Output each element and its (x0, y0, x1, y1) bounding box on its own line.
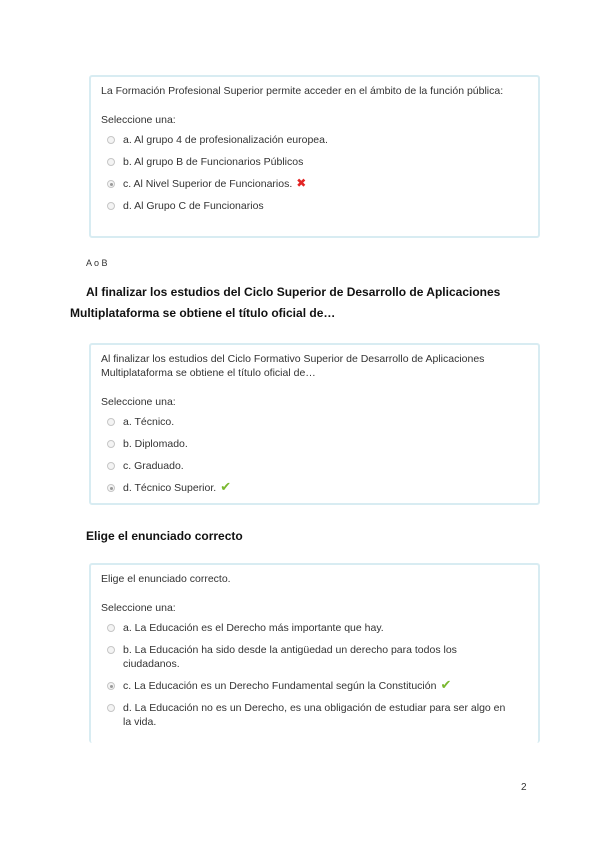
question-1-select-label: Seleccione una: (101, 114, 176, 126)
option-3d[interactable] (101, 701, 528, 729)
radio-unchecked-icon[interactable] (107, 646, 115, 654)
radio-unchecked-icon[interactable] (107, 202, 115, 210)
section-heading-3: Elige el enunciado correcto (86, 529, 243, 543)
question-2-text: Al finalizar los estudios del Ciclo Formativo Superior de Desarrollo de Aplicaciones Multiplataforma se obtiene el título oficial de… (101, 353, 485, 379)
option-label: a. La Educación es el Derecho más importante que hay. (123, 622, 384, 634)
radio-unchecked-icon[interactable] (107, 418, 115, 426)
radio-unchecked-icon[interactable] (107, 704, 115, 712)
radio-unchecked-icon[interactable] (107, 158, 115, 166)
radio-unchecked-icon[interactable] (107, 440, 115, 448)
section-heading-2-line2: Multiplataforma se obtiene el título oficial de… (70, 306, 336, 320)
wrong-answer-icon: ✖ (296, 176, 307, 190)
quiz-question-2 (89, 343, 540, 505)
option-2c[interactable] (101, 459, 528, 473)
option-label: c. Al Nivel Superior de Funcionarios. ✖ (123, 176, 307, 190)
section-heading-2-line1: Al finalizar los estudios del Ciclo Superior de Desarrollo de Aplicaciones (86, 285, 501, 299)
option-label: d. Al Grupo C de Funcionarios (123, 200, 264, 212)
option-label: a. Al grupo 4 de profesionalización europea. (123, 134, 328, 146)
question-1-text: La Formación Profesional Superior permite acceder en el ámbito de la función pública: (101, 85, 504, 97)
option-label: b. Diplomado. (123, 438, 188, 450)
option-2b[interactable] (101, 437, 528, 451)
quiz-question-3 (89, 563, 540, 743)
radio-unchecked-icon[interactable] (107, 136, 115, 144)
option-1d[interactable] (101, 199, 528, 213)
correct-answer-icon: ✔ (220, 479, 232, 494)
radio-unchecked-icon[interactable] (107, 624, 115, 632)
option-1a[interactable] (101, 133, 528, 147)
question-2-options (101, 415, 528, 495)
question-2-select-label: Seleccione una: (101, 396, 176, 408)
option-3b[interactable] (101, 643, 528, 671)
question-1-options (101, 133, 528, 213)
option-3c[interactable] (101, 679, 528, 693)
quiz-question-1 (89, 75, 540, 238)
radio-checked-icon[interactable] (107, 682, 115, 690)
radio-unchecked-icon[interactable] (107, 462, 115, 470)
radio-checked-icon[interactable] (107, 180, 115, 188)
question-3-options (101, 621, 528, 729)
page-number: 2 (521, 782, 527, 793)
option-label: c. Graduado. (123, 460, 184, 472)
option-label: a. Técnico. (123, 416, 175, 428)
option-2a[interactable] (101, 415, 528, 429)
option-3a[interactable] (101, 621, 528, 635)
radio-checked-icon[interactable] (107, 484, 115, 492)
answer-note: A o B (86, 258, 108, 268)
option-label: d. La Educación no es un Derecho, es una obligación de estudiar para ser algo en la vida. (123, 702, 506, 728)
option-1b[interactable] (101, 155, 528, 169)
option-2d[interactable] (101, 481, 528, 495)
option-1c[interactable] (101, 177, 528, 191)
question-3-select-label: Seleccione una: (101, 602, 176, 614)
question-3-text: Elige el enunciado correcto. (101, 573, 231, 585)
option-label: b. La Educación ha sido desde la antigüedad un derecho para todos los ciudadanos. (123, 644, 457, 670)
section-heading-2 (70, 282, 500, 324)
option-label: b. Al grupo B de Funcionarios Públicos (123, 156, 304, 168)
correct-answer-icon: ✔ (440, 677, 452, 692)
option-label: c. La Educación es un Derecho Fundamental según la Constitución ✔ (123, 677, 452, 692)
option-label: d. Técnico Superior. ✔ (123, 479, 232, 494)
